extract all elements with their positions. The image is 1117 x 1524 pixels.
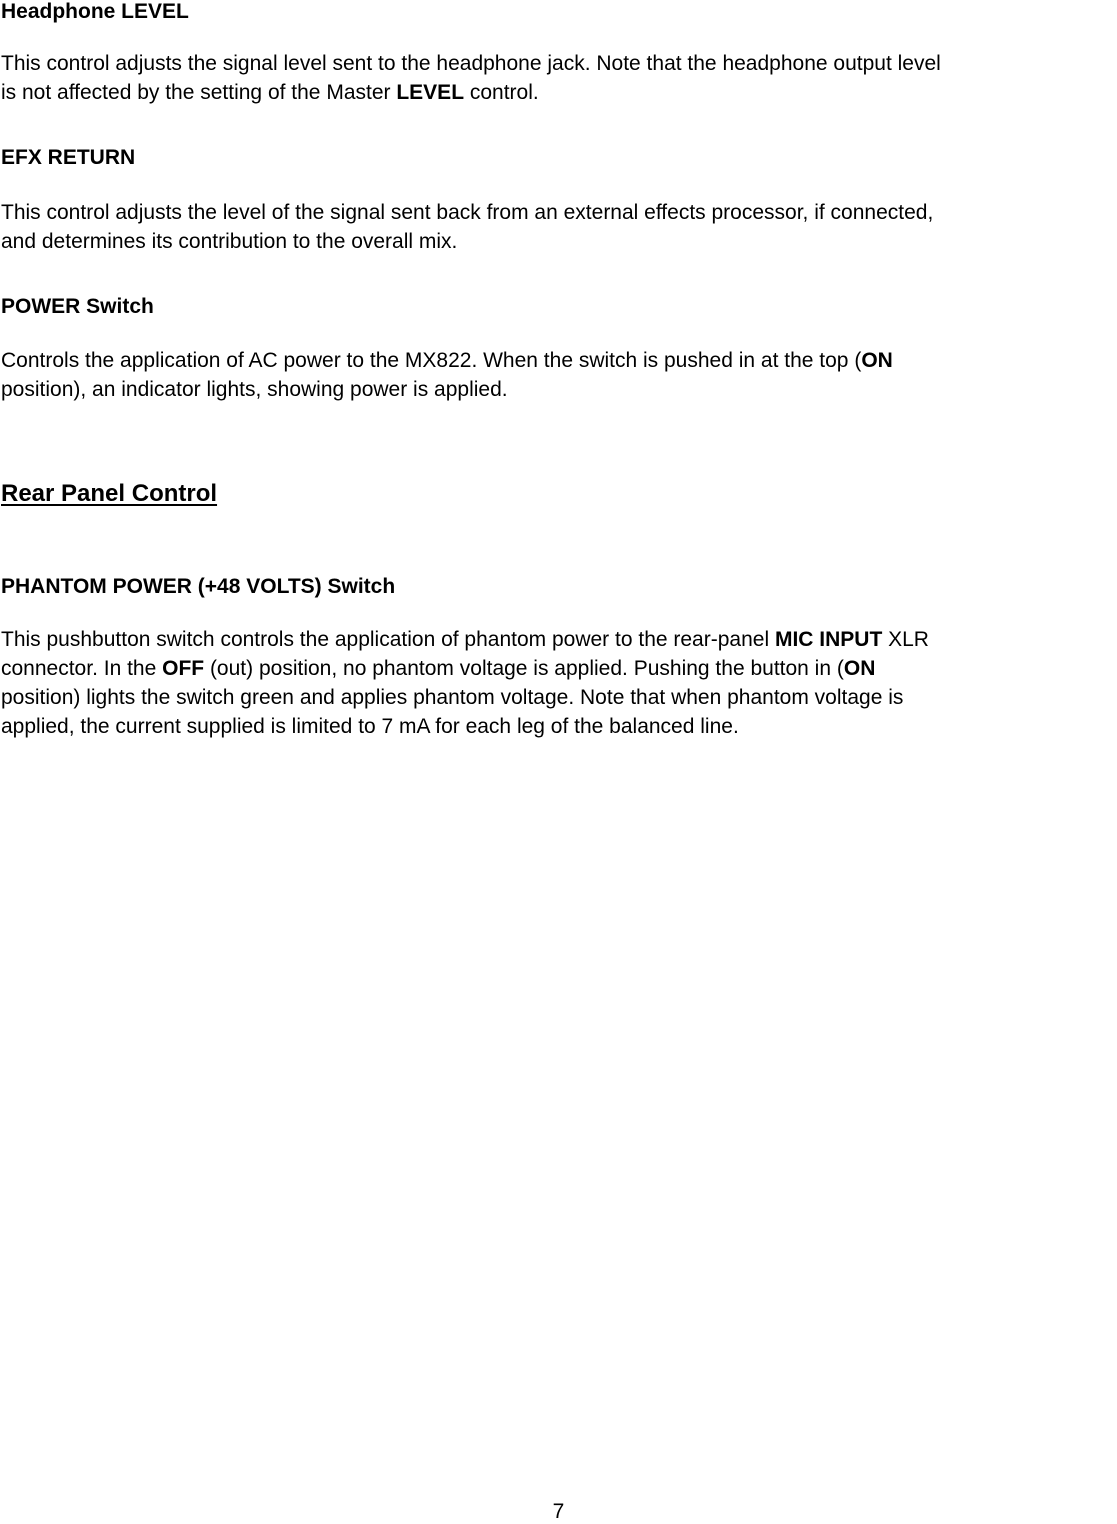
phantom-line-2 [1,654,1115,683]
mic-input-term: MIC INPUT [774,628,883,651]
power-switch-paragraph [1,346,1115,404]
efx-return-paragraph [1,198,1115,256]
power-switch-line-1 [1,346,1115,375]
rear-panel-control-title: Rear Panel Control [1,480,218,507]
phantom-text-1a: This pushbutton switch controls the application of phantom power to the rear-panel [1,628,775,651]
on-term: ON [861,349,893,372]
off-term: OFF [162,657,205,680]
power-text-a: Controls the application of AC power to the MX822. When the switch is pushed in at the top ( [1,349,862,372]
headphone-level-line-1: This control adjusts the signal level sent to the headphone jack. Note that the headphone output level [1,52,941,75]
phantom-text-2a: connector. In the [1,657,163,680]
power-switch-heading: POWER Switch [1,295,154,318]
phantom-line-3: position) lights the switch green and applies phantom voltage. Note that when phantom voltage is [1,686,904,709]
on-term-phantom: ON [843,657,876,680]
page-number: 7 [552,1500,565,1523]
headphone-level-heading: Headphone LEVEL [1,0,189,23]
headphone-text-a: is not affected by the setting of the Master [1,81,397,104]
power-switch-line-2: position), an indicator lights, showing power is applied. [1,378,508,401]
master-level-term: LEVEL [396,81,465,104]
phantom-power-paragraph [1,625,1115,741]
headphone-level-paragraph [1,49,1115,107]
phantom-text-2b: (out) position, no phantom voltage is applied. Pushing the button in ( [204,657,844,680]
phantom-text-1b: XLR [882,628,929,651]
headphone-level-line-2 [1,78,1115,107]
phantom-power-heading: PHANTOM POWER (+48 VOLTS) Switch [1,575,396,598]
efx-return-line-2: and determines its contribution to the overall mix. [1,230,458,253]
efx-return-heading: EFX RETURN [1,146,136,169]
phantom-line-1 [1,625,1115,654]
headphone-text-b: control. [464,81,539,104]
efx-return-line-1: This control adjusts the level of the signal sent back from an external effects processor, if connected, [1,201,934,224]
phantom-line-4: applied, the current supplied is limited to 7 mA for each leg of the balanced line. [1,715,739,738]
